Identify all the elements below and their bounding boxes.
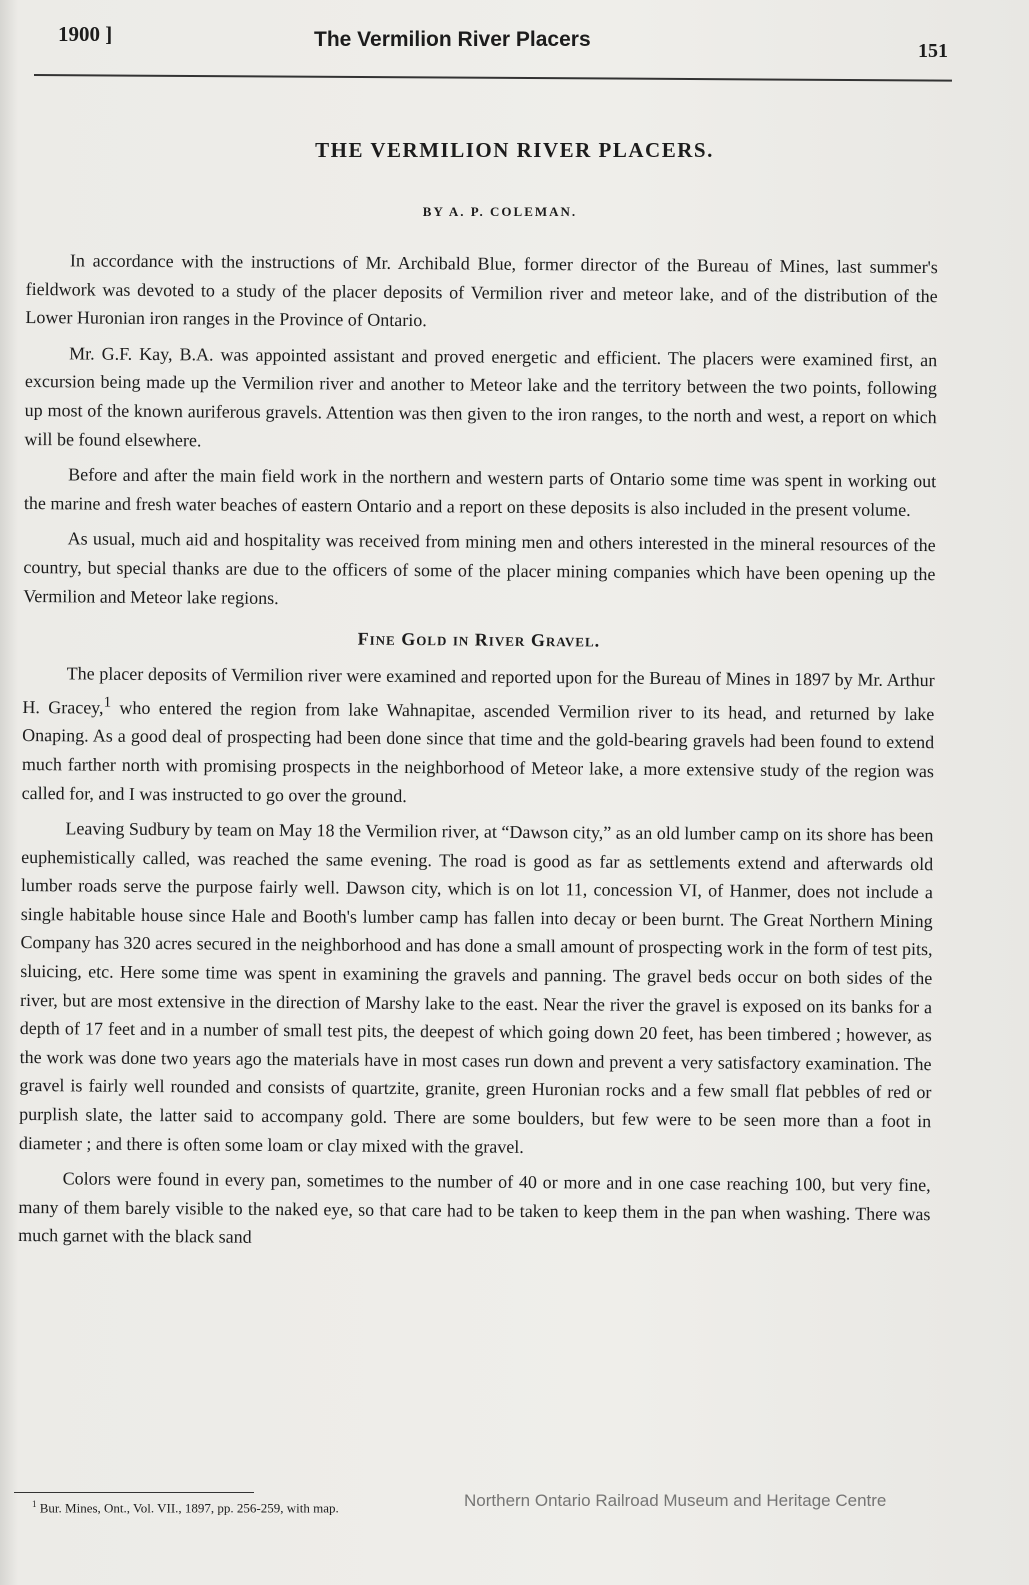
paragraph: As usual, much aid and hospitality was received from mining men and others interested in the mineral resources of the country, but special thanks are due to the officers of some of the placer mining companies which have been opening up the Vermilion and Meteor lake regions. xyxy=(23,528,936,608)
article-body xyxy=(18,246,938,1264)
paragraph: Colors were found in every pan, sometimes to the number of 40 or more and in one case reaching 100, but very fine, many of them barely visible to the naked eye, so that care had to be taken to keep them in the pan when washing. There was much garnet with the black sand xyxy=(18,1168,931,1248)
paragraph-text: who entered the region from lake Wahnapitae, ascended Vermilion river to its head, and returned by lake Onaping. As a good deal of prospecting had been done since that time and the gold-bearing gravels had been found to extend much farther north with promising prospects in the neighborhood of Meteor lake, a more extensive study of the region was called for, and I was instructed to go over the ground. xyxy=(21,697,935,806)
paragraph: Leaving Sudbury by team on May 18 the Vermilion river, at “Dawson city,” as an old lumber camp on its shore has been euphemistically called, was reached the same evening. The road is good as far as settlements extend and afterwards old lumber roads serve the purpose fairly well. Dawson city, which is on lot 11, concession VI, of Hanmer, does not include a single habitable house since Hale and Booth's lumber camp has fallen into decay or been burnt. The Great Northern Mining Company has 320 acres secured in the neighborhood and has done a small amount of prospecting work in the form of test pits, sluicing, etc. Here some time was spent in examining the gravels and panning. The gravel beds occur on both sides of the river, but are most extensive in the direction of Marshy lake to the east. Near the river the gravel is exposed on its banks for a depth of 17 feet and in a number of small test pits, the deepest of which going down 20 feet, has been timbered ; however, as the work was done two years ago the materials have in most cases run down and prevent a very satisfactory examination. The gravel is fairly well rounded and consists of quartzite, granite, green Huronian rocks and a few small flat pebbles of red or purplish slate, the latter said to accompany gold. There are some boulders, but few were to be seen more than a foot in diameter ; and there is often some loam or clay mixed with the gravel. xyxy=(18,818,934,1157)
watermark: Northern Ontario Railroad Museum and Heritage Centre xyxy=(464,1491,887,1510)
footnote-reference: 1 xyxy=(103,694,112,711)
header-rule xyxy=(34,74,952,82)
paragraph: In accordance with the instructions of Mr. Archibald Blue, former director of the Bureau of Mines, last summer's fieldwork was devoted to a study of the placer deposits of Vermilion river and meteor lake, and of the distribution of the Lower Huronian iron ranges in the Province of Ontario. xyxy=(25,250,938,331)
page-header xyxy=(58,22,948,62)
footnote-mark: 1 xyxy=(32,1499,37,1509)
footnote xyxy=(32,1499,339,1516)
page-number: 151 xyxy=(918,40,948,62)
article-byline: BY A. P. COLEMAN. xyxy=(422,204,578,219)
footnote-text: Bur. Mines, Ont., Vol. VII., 1897, pp. 256-259, with map. xyxy=(36,1500,339,1516)
article-title: THE VERMILION RIVER PLACERS. xyxy=(315,138,714,162)
running-title: The Vermilion River Placers xyxy=(314,28,591,51)
paragraph: Before and after the main field work in the northern and western parts of Ontario some time was spent in working out the marine and fresh water beaches of eastern Ontario and a report on these deposits is also included in the present volume. xyxy=(23,464,937,520)
paragraph xyxy=(22,659,935,814)
paragraph: Mr. G.F. Kay, B.A. was appointed assistant and proved energetic and efficient. The placers were examined first, an excursion being made up the Vermilion river and another to Meteor lake and the territory between the two points, following up most of the known auriferous gravels. Attention was then given to the iron ranges, to the north and west, a report on which will be found elsewhere. xyxy=(24,343,938,450)
paragraph-text: The placer deposits of Vermilion river were examined and reported upon for the Bureau of Mines in 1897 by Mr. Arthur H. Gracey, xyxy=(22,663,935,718)
header-year: 1900 ] xyxy=(58,22,113,46)
footnote-rule xyxy=(14,1492,254,1493)
section-heading: Fine Gold in River Gravel. xyxy=(357,628,601,651)
